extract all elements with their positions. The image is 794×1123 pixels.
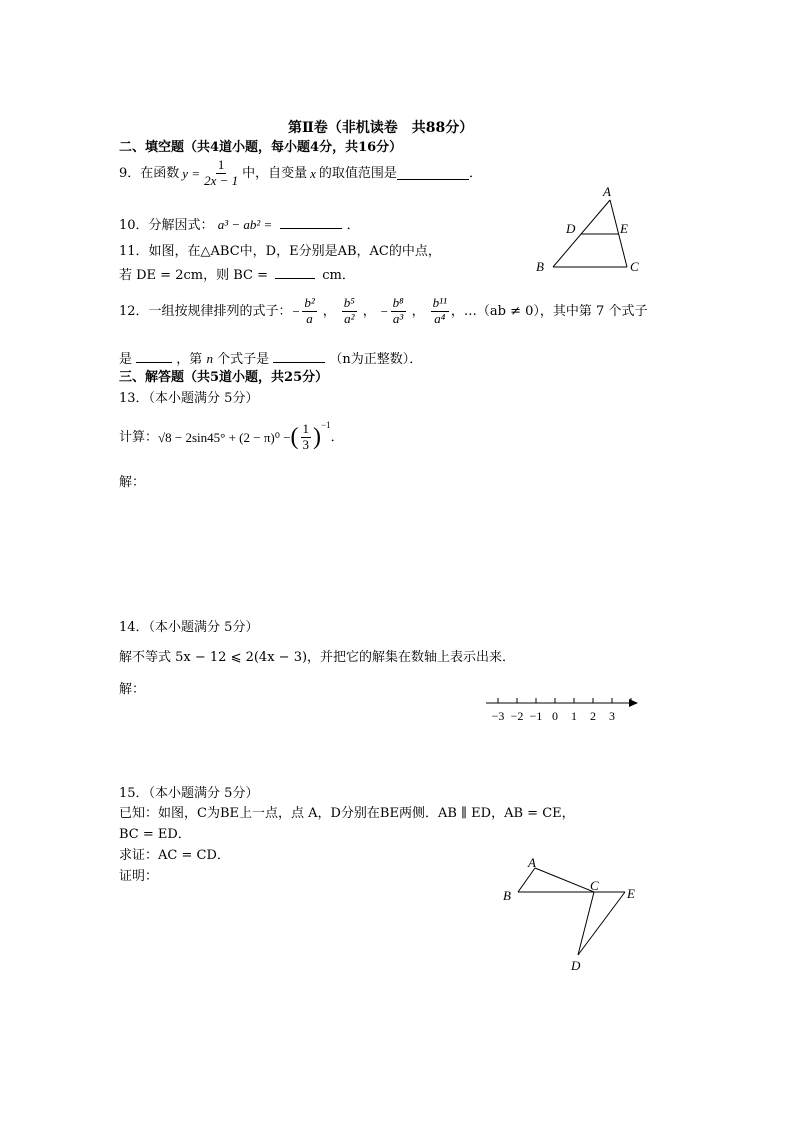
q12-blank-nth[interactable] xyxy=(273,349,325,363)
q12-term-2-num: b⁵ xyxy=(343,295,355,310)
q13-fraction xyxy=(301,422,312,453)
number-line xyxy=(480,690,650,730)
q10-prefix: 10．分解因式： xyxy=(119,218,214,233)
q13-frac-den: 3 xyxy=(302,436,310,452)
q9-mid: 中，自变量 xyxy=(242,165,308,181)
segment-ab xyxy=(518,868,535,892)
label-e: E xyxy=(620,221,628,236)
number-line-label: 0 xyxy=(552,709,558,723)
q14-answer-label: 解： xyxy=(119,682,146,697)
q11-line1: 11．如图，在△ABC中，D，E分别是AB，AC的中点， xyxy=(119,244,441,259)
fig2-label-b: B xyxy=(503,888,511,903)
fig2-label-a: A xyxy=(528,855,536,870)
number-line-label: −1 xyxy=(529,709,543,723)
q9-frac-num: 1 xyxy=(217,157,225,172)
q10-answer-blank[interactable] xyxy=(280,215,342,229)
q12-term-2 xyxy=(342,296,357,327)
q13-problem xyxy=(119,422,344,453)
q11-line2 xyxy=(119,265,355,284)
q14-title: 14．（本小题满分 5分） xyxy=(119,620,259,635)
segment-cd xyxy=(578,892,594,955)
q9-fraction xyxy=(202,158,240,189)
q12-term-1-sign: − xyxy=(291,303,301,319)
q13-answer-label: 解： xyxy=(119,475,146,490)
label-b: B xyxy=(536,259,544,274)
q9-end: ． xyxy=(468,165,482,181)
q12-prefix: 12．一组按规律排列的式子： xyxy=(119,303,292,319)
q12-line2-a: 是 xyxy=(119,352,133,367)
number-line-label: −2 xyxy=(510,709,524,723)
q13-expr: √8 − 2sin45° + (2 − π)⁰ − xyxy=(158,429,291,445)
q13-title: 13．（本小题满分 5分） xyxy=(119,391,259,406)
q12-term-1-num: b² xyxy=(304,295,315,310)
label-c: C xyxy=(630,259,639,274)
q10-end: ． xyxy=(346,218,360,233)
q12-term-3-den: a³ xyxy=(392,310,404,326)
section-title: 第Ⅱ卷（非机读卷 共88分） xyxy=(288,120,474,136)
number-line-label: 2 xyxy=(590,709,596,723)
q15-title: 15．（本小题满分 5分） xyxy=(119,786,259,801)
label-a: A xyxy=(603,184,611,199)
question-9 xyxy=(119,158,482,189)
fig2-label-c: C xyxy=(590,878,599,893)
q13-end: ． xyxy=(330,429,344,445)
fig2-label-e: E xyxy=(627,886,635,901)
segment-ac xyxy=(535,868,594,892)
part2-heading: 二、填空题（共4道小题，每小题4分，共16分） xyxy=(119,140,403,155)
q12-term-3-sign: − xyxy=(379,303,389,319)
q11-answer-blank[interactable] xyxy=(275,265,315,279)
q9-var: x xyxy=(310,165,316,181)
q9-suffix: 的取值范围是 xyxy=(318,165,397,181)
figure-abced xyxy=(495,850,655,980)
q13-paren-open: ( xyxy=(290,424,299,451)
q15-prove: 求证：AC = CD． xyxy=(119,848,230,863)
fig2-label-d: D xyxy=(571,958,581,973)
number-line-ticks xyxy=(480,698,631,723)
q11-line2-b: cm． xyxy=(322,268,355,283)
q14-text: 解不等式 5x − 12 ⩽ 2(4x − 3)，并把它的解集在数轴上表示出来． xyxy=(119,650,516,665)
q12-line2-n: n xyxy=(206,351,213,366)
q9-prefix: 9．在函数 xyxy=(119,165,180,181)
q12-line2-d: （n为正整数）． xyxy=(329,352,423,367)
q12-term-1-den: a xyxy=(306,310,313,326)
q9-answer-blank[interactable] xyxy=(397,166,469,180)
q12-line2-b: ，第 xyxy=(176,352,203,367)
segment-ed xyxy=(578,892,625,955)
number-line-label: 1 xyxy=(571,709,577,723)
q12-term-2-den: a² xyxy=(344,310,355,326)
q9-y-eq: y = xyxy=(182,165,201,181)
q15-given-1: 已知：如图，C为BE上一点，点 A，D分别在BE两侧．AB ∥ ED，AB = CE， xyxy=(119,806,575,821)
number-line-arrow xyxy=(629,699,638,707)
q10-expr: a³ − ab² = xyxy=(217,217,273,232)
q12-term-3-num: b⁸ xyxy=(392,295,404,310)
q15-proof-label: 证明： xyxy=(119,869,159,884)
q13-prefix: 计算： xyxy=(119,429,159,445)
q13-exponent: −1 xyxy=(321,420,331,430)
q12-term-4-num: b¹¹ xyxy=(432,295,447,310)
q9-frac-den: 2x − 1 xyxy=(204,172,239,188)
part3-heading: 三、解答题（共5道小题，共25分） xyxy=(119,370,329,385)
q11-line2-a: 若 DE = 2cm，则 BC = xyxy=(119,268,268,283)
triangle-abc-figure xyxy=(525,183,655,278)
q12-term-4-den: a⁴ xyxy=(434,310,446,326)
question-12: 12．一组按规律排列的式子： − $\frac{\text{b²}}{a}$ ， $\frac{\text{b⁵}}{\text{a²}}$ ， − $\frac{\text{b⁸}}{\text{a³}}$ ， $\frac{\text{b¹¹}}{\text{a⁴}}$ ，…（ab ≠ 0），其中第 7 个式子 xyxy=(119,295,648,326)
q13-frac-num: 1 xyxy=(302,421,310,436)
number-line-label: −3 xyxy=(491,709,505,723)
q13-paren-close: ) xyxy=(313,424,322,451)
q12-term-4 xyxy=(431,296,449,327)
q15-given-2: BC = ED． xyxy=(119,827,191,842)
question-10 xyxy=(119,215,360,234)
q12-term-3 xyxy=(391,296,406,327)
q12-blank-7th[interactable] xyxy=(136,349,172,363)
number-line-label: 3 xyxy=(609,709,615,723)
q12-term-1 xyxy=(302,296,316,327)
q12-line2-c: 个式子是 xyxy=(217,352,270,367)
q12-line2 xyxy=(119,349,422,368)
label-d: D xyxy=(566,221,576,236)
q12-tail: ，…（ab ≠ 0），其中第 7 个式子 xyxy=(450,303,648,319)
